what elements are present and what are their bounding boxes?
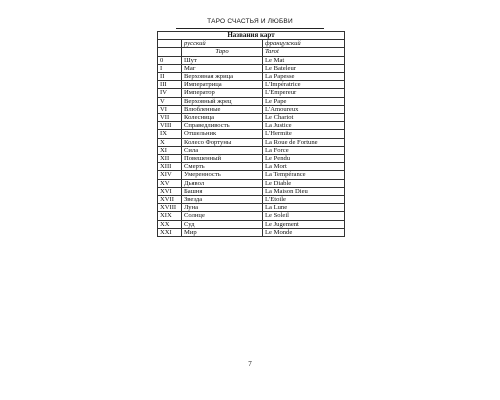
card-number: XIX bbox=[158, 212, 182, 220]
table-row bbox=[158, 97, 345, 105]
card-number: II bbox=[158, 73, 182, 81]
table-row bbox=[158, 105, 345, 113]
card-name-french: L'Hermite bbox=[263, 130, 345, 138]
card-number: IX bbox=[158, 130, 182, 138]
table-title-row bbox=[158, 32, 345, 40]
table-row bbox=[158, 220, 345, 228]
card-name-french: Le Monde bbox=[263, 228, 345, 236]
card-name-russian: Колесница bbox=[182, 114, 263, 122]
card-name-french: La Papesse bbox=[263, 73, 345, 81]
running-header: ТАРО СЧАСТЬЯ И ЛЮБВИ bbox=[207, 18, 293, 25]
subhead-russian: русский bbox=[182, 40, 263, 48]
card-number: XV bbox=[158, 179, 182, 187]
card-name-russian: Повешенный bbox=[182, 155, 263, 163]
table-title: Названия карт bbox=[158, 32, 345, 40]
subhead-french: французский bbox=[263, 40, 345, 48]
card-number: XVI bbox=[158, 187, 182, 195]
table-row bbox=[158, 130, 345, 138]
card-number: XIV bbox=[158, 171, 182, 179]
card-name-russian: Умеренность bbox=[182, 171, 263, 179]
card-name-russian: Дьявол bbox=[182, 179, 263, 187]
table-label-row bbox=[158, 48, 345, 56]
card-name-russian: Солнце bbox=[182, 212, 263, 220]
table-row bbox=[158, 171, 345, 179]
card-name-russian: Колесо Фортуны bbox=[182, 138, 263, 146]
card-number: III bbox=[158, 81, 182, 89]
card-name-french: L'Amoureux bbox=[263, 105, 345, 113]
card-number: XVII bbox=[158, 196, 182, 204]
table-row bbox=[158, 64, 345, 72]
card-number: VII bbox=[158, 114, 182, 122]
card-name-french: L'Impératrice bbox=[263, 81, 345, 89]
table-row bbox=[158, 81, 345, 89]
card-name-french: Le Diable bbox=[263, 179, 345, 187]
table-row bbox=[158, 204, 345, 212]
card-name-french: La Roue de Fortune bbox=[263, 138, 345, 146]
card-number: VIII bbox=[158, 122, 182, 130]
table-row bbox=[158, 138, 345, 146]
card-number: IV bbox=[158, 89, 182, 97]
table-row bbox=[158, 228, 345, 236]
card-name-russian: Шут bbox=[182, 56, 263, 64]
card-name-french: La Tempérance bbox=[263, 171, 345, 179]
card-name-russian: Луна bbox=[182, 204, 263, 212]
card-number: V bbox=[158, 97, 182, 105]
table-row bbox=[158, 146, 345, 154]
card-name-french: La Maison Dieu bbox=[263, 187, 345, 195]
header-rule bbox=[176, 28, 324, 29]
table-row bbox=[158, 155, 345, 163]
card-name-french: Le Pendu bbox=[263, 155, 345, 163]
card-number: XX bbox=[158, 220, 182, 228]
subhead-num-cell bbox=[158, 40, 182, 48]
table-row bbox=[158, 122, 345, 130]
label-num-cell bbox=[158, 48, 182, 56]
table-row bbox=[158, 179, 345, 187]
card-number: XVIII bbox=[158, 204, 182, 212]
page-number: 7 bbox=[248, 360, 252, 368]
card-name-french: La Force bbox=[263, 146, 345, 154]
card-number: 0 bbox=[158, 56, 182, 64]
table-row bbox=[158, 56, 345, 64]
card-name-russian: Сила bbox=[182, 146, 263, 154]
card-name-french: Le Bateleur bbox=[263, 64, 345, 72]
card-number: I bbox=[158, 64, 182, 72]
card-name-russian: Верховный жрец bbox=[182, 97, 263, 105]
card-name-russian: Влюбленные bbox=[182, 105, 263, 113]
card-name-russian: Мир bbox=[182, 228, 263, 236]
card-number: XI bbox=[158, 146, 182, 154]
card-name-russian: Смерть bbox=[182, 163, 263, 171]
card-name-french: La Lune bbox=[263, 204, 345, 212]
card-name-russian: Звезда bbox=[182, 196, 263, 204]
card-name-french: La Justice bbox=[263, 122, 345, 130]
card-name-russian: Верховная жрица bbox=[182, 73, 263, 81]
card-name-russian: Император bbox=[182, 89, 263, 97]
card-number: VI bbox=[158, 105, 182, 113]
table-row bbox=[158, 163, 345, 171]
card-name-french: Le Soleil bbox=[263, 212, 345, 220]
card-number: X bbox=[158, 138, 182, 146]
card-name-french: L'Empereur bbox=[263, 89, 345, 97]
card-number: XII bbox=[158, 155, 182, 163]
card-name-russian: Справедливость bbox=[182, 122, 263, 130]
table-subhead-row bbox=[158, 40, 345, 48]
table-row bbox=[158, 73, 345, 81]
card-name-russian: Суд bbox=[182, 220, 263, 228]
card-name-russian: Отшельник bbox=[182, 130, 263, 138]
table-row bbox=[158, 89, 345, 97]
card-name-russian: Башня bbox=[182, 187, 263, 195]
label-french: Tarot bbox=[263, 48, 345, 56]
table-row bbox=[158, 196, 345, 204]
table-row bbox=[158, 212, 345, 220]
card-name-russian: Императрица bbox=[182, 81, 263, 89]
card-name-french: La Mort bbox=[263, 163, 345, 171]
card-number: XXI bbox=[158, 228, 182, 236]
card-name-french: Le Jugement bbox=[263, 220, 345, 228]
table-row bbox=[158, 187, 345, 195]
card-name-french: Le Mat bbox=[263, 56, 345, 64]
card-name-french: L'Etoile bbox=[263, 196, 345, 204]
card-number: XIII bbox=[158, 163, 182, 171]
table-row bbox=[158, 114, 345, 122]
card-name-french: Le Chariot bbox=[263, 114, 345, 122]
card-names-table bbox=[157, 31, 345, 237]
card-name-russian: Маг bbox=[182, 64, 263, 72]
card-name-french: Le Pape bbox=[263, 97, 345, 105]
label-russian: Таро bbox=[182, 48, 263, 56]
